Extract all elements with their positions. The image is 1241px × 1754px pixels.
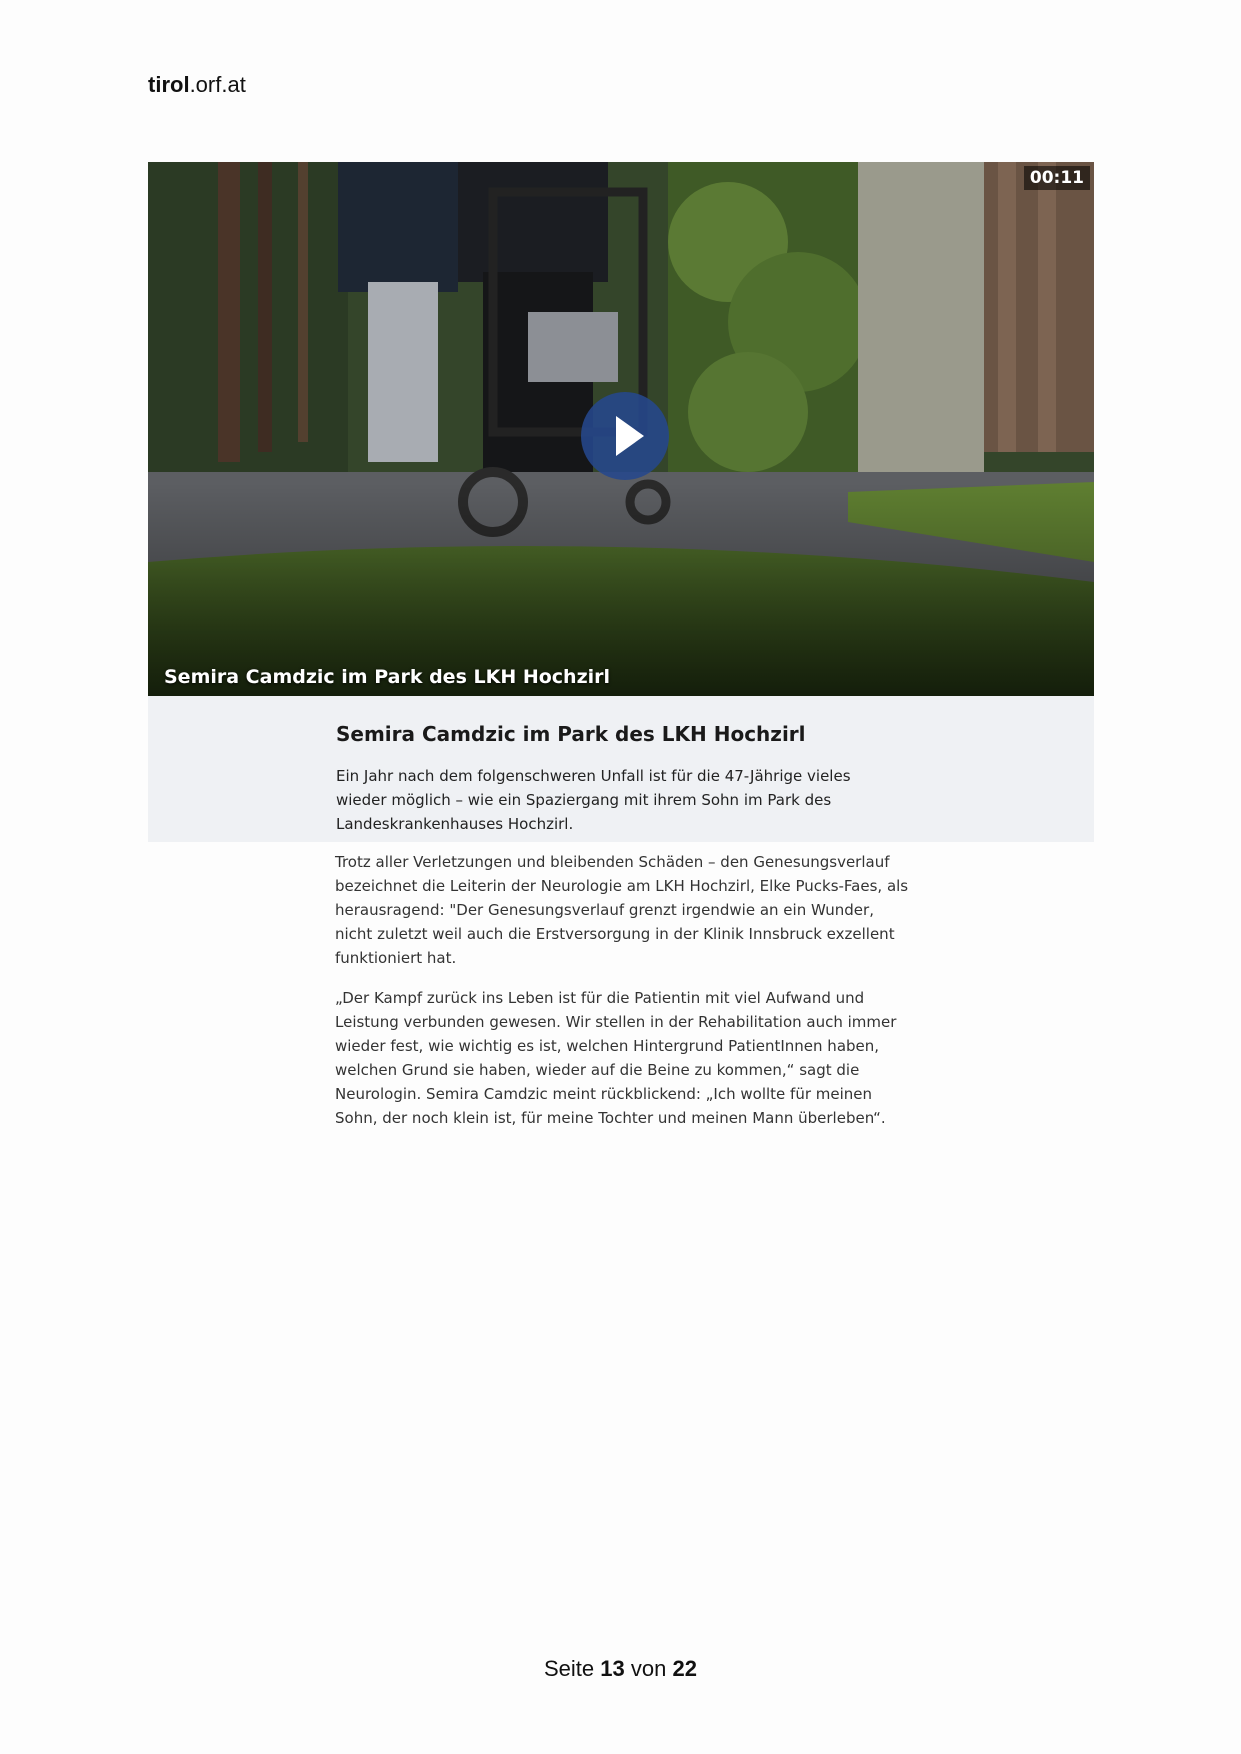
article-paragraph: „Der Kampf zurück ins Leben ist für die Patientin mit viel Aufwand und Leistung verbunden gewesen. Wir stellen in der Rehabilitation auch immer wieder fest, wie wichtig es ist, welchen Hintergrund PatientInnen haben, welchen Grund sie haben, wieder auf die Beine zu kommen,“ sagt die Neurologin. Semira Camdzic meint rückblickend: „Ich wollte für meinen Sohn, der noch klein ist, für meine Tochter und meinen Mann überleben“. bbox=[335, 989, 897, 1127]
site-header bbox=[148, 72, 246, 98]
footer-page-number: 13 bbox=[600, 1656, 625, 1681]
article-paragraph: Trotz aller Verletzungen und bleibenden Schäden – den Genesungsverlauf bezeichnet die Leiterin der Neurologie am LKH Hochzirl, Elke Pucks-Faes, als herausragend: "Der Genesungsverlauf grenzt irgendwie an ein Wunder, nicht zuletzt weil auch die Erstversorgung in der Klinik Innsbruck exzellent funktioniert hat. bbox=[335, 853, 909, 967]
video-overlay-title: Semira Camdzic im Park des LKH Hochzirl bbox=[164, 666, 611, 688]
site-name-rest: .orf.at bbox=[189, 72, 246, 97]
caption-text: Ein Jahr nach dem folgenschweren Unfall ist für die 47-Jährige vieles wieder möglich – wie ein Spaziergang mit ihrem Sohn im Park des Landeskrankenhauses Hochzirl. bbox=[336, 767, 851, 833]
footer-page-total: 22 bbox=[672, 1656, 697, 1681]
footer-middle: von bbox=[630, 1656, 667, 1681]
caption-title: Semira Camdzic im Park des LKH Hochzirl bbox=[336, 722, 806, 746]
video-duration: 00:11 bbox=[1024, 166, 1090, 190]
article-body bbox=[335, 850, 915, 1146]
video-player[interactable] bbox=[148, 162, 1094, 696]
play-icon[interactable] bbox=[581, 392, 669, 480]
video-caption bbox=[148, 696, 1094, 842]
page-footer bbox=[0, 1656, 1241, 1682]
footer-prefix: Seite bbox=[544, 1656, 595, 1681]
site-name-bold: tirol bbox=[148, 72, 190, 97]
